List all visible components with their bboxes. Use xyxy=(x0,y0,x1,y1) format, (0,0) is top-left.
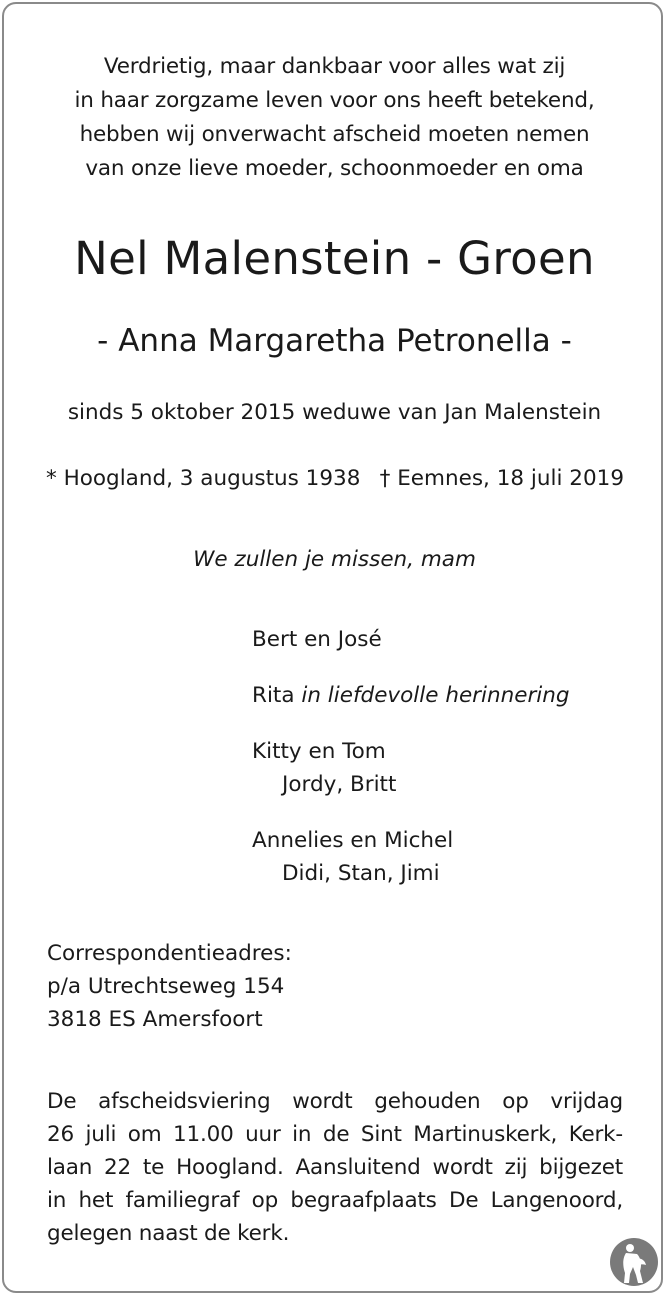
deceased-name: Nel Malenstein - Groen xyxy=(74,232,595,285)
memorial-logo-icon xyxy=(609,1237,659,1287)
birth-date: * Hoogland, 3 augustus 1938 xyxy=(46,466,361,491)
ceremony-line: gelegen naast de kerk. xyxy=(47,1221,290,1246)
intro-line: hebben wij onverwacht afscheid moeten nemen xyxy=(79,122,590,147)
family-grandchildren: Jordy, Britt xyxy=(282,772,397,797)
death-date: † Eemnes, 18 juli 2019 xyxy=(379,466,624,491)
family-entry xyxy=(252,679,570,712)
farewell-quote: We zullen je missen, mam xyxy=(193,547,476,572)
address-street: p/a Utrechtseweg 154 xyxy=(47,974,285,999)
family-parents: Rita xyxy=(252,683,295,708)
family-entry xyxy=(252,735,570,801)
family-grandchildren: Didi, Stan, Jimi xyxy=(282,861,440,886)
intro-line: in haar zorgzame leven voor ons heeft betekend, xyxy=(74,88,595,113)
family-parents: Bert en José xyxy=(252,627,382,652)
family-parents: Kitty en Tom xyxy=(252,739,386,764)
family-note: in liefdevolle herinnering xyxy=(301,683,570,708)
intro-line: Verdrietig, maar dankbaar voor alles wat zij xyxy=(103,54,566,79)
family-entry xyxy=(252,623,570,656)
family-entry xyxy=(252,824,570,890)
deceased-full-name: - Anna Margaretha Petronella - xyxy=(97,323,572,359)
ceremony-line: 26 juli om 11.00 uur in de Sint Martinuskerk, Kerk- xyxy=(47,1122,623,1147)
ceremony-text xyxy=(47,1085,623,1250)
family-list xyxy=(252,623,570,913)
widow-line: sinds 5 oktober 2015 weduwe van Jan Malenstein xyxy=(67,400,602,425)
address-label: Correspondentieadres: xyxy=(47,941,292,966)
address-city: 3818 ES Amersfoort xyxy=(47,1007,263,1032)
correspondence-address xyxy=(47,937,292,1036)
ceremony-line: in het familiegraf op begraafplaats De Langenoord, xyxy=(47,1188,623,1213)
ceremony-line: De afscheidsviering wordt gehouden op vrijdag xyxy=(47,1089,623,1114)
intro-line: van onze lieve moeder, schoonmoeder en oma xyxy=(85,156,584,181)
ceremony-line: laan 22 te Hoogland. Aansluitend wordt zij bijgezet xyxy=(47,1155,623,1180)
family-parents: Annelies en Michel xyxy=(252,828,454,853)
intro-text xyxy=(0,50,669,186)
